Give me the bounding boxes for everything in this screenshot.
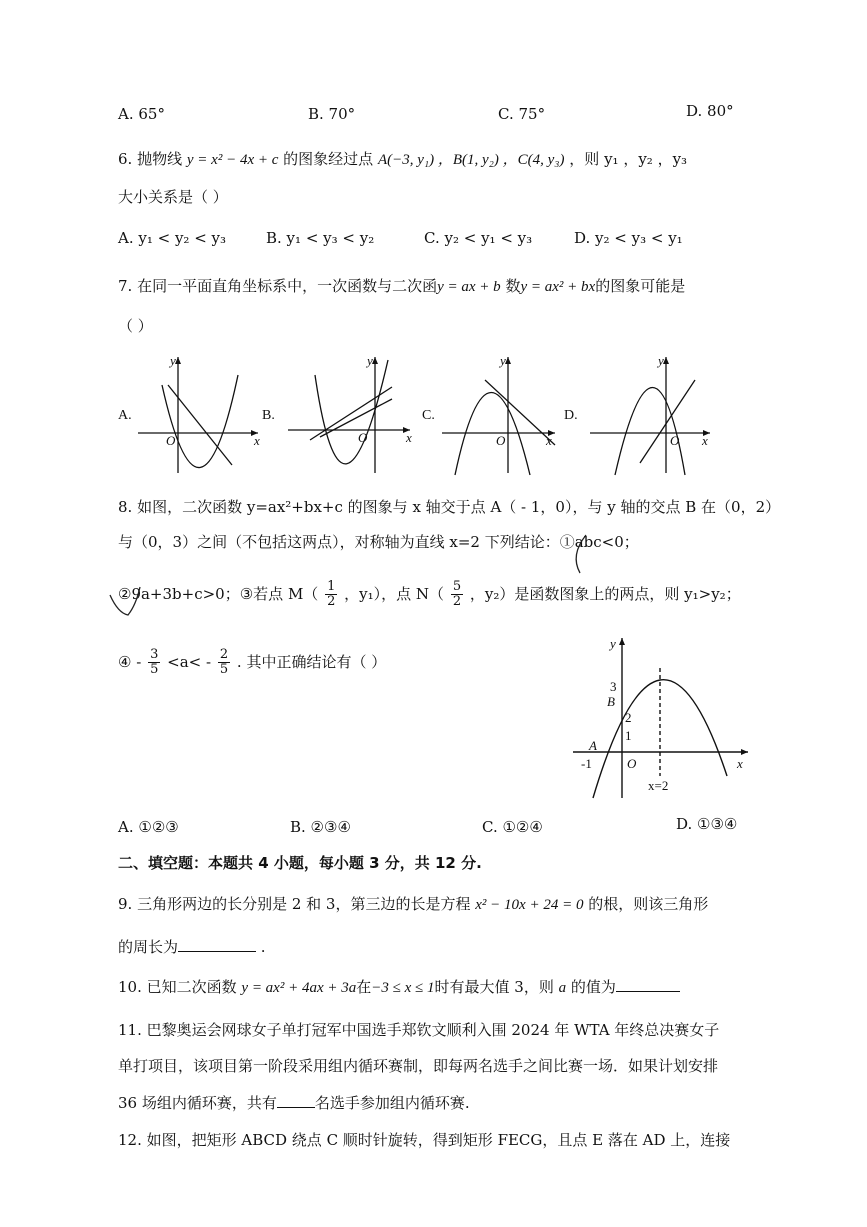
- q8-tick-neg1: -1: [581, 756, 592, 771]
- q11-line3-a: 36 场组内循环赛，共有: [118, 1094, 277, 1112]
- q7c-y-label: y: [500, 353, 506, 368]
- q8-line4-c: . 其中正确结论有（ ）: [236, 652, 387, 671]
- q8-fraction-n: $\frac{5}{2}$: [452, 579, 462, 610]
- q7-stem: [118, 275, 685, 296]
- q7-label-b: B.: [262, 408, 275, 423]
- q8-option-b: B. ②③④: [290, 818, 351, 836]
- q11-line3: [118, 1092, 470, 1113]
- q11-line2: 单打项目，该项目第一阶段采用组内循环赛制，即每两名选手之间比赛一场．如果计划安排: [118, 1057, 719, 1075]
- q8-x-label: x: [737, 756, 743, 771]
- q5-option-a: A. 65°: [118, 105, 165, 123]
- q8-option-c: C. ①②④: [482, 818, 543, 836]
- q7b-origin: O: [358, 430, 368, 445]
- q6-points: A(−3, y₁) ，B(1, y₂) ，C(4, y₃): [377, 152, 565, 168]
- q8-tick-2: 2: [625, 710, 632, 725]
- q7a-x-label: x: [254, 433, 260, 448]
- q6-option-c: C. y₂ < y₁ < y₃: [424, 229, 533, 247]
- q8-tick-1: 1: [625, 728, 632, 743]
- q7a-origin: O: [166, 433, 176, 448]
- q7-eq1: y = ax + b: [437, 279, 501, 295]
- q11-line3-b: 名选手参加组内循环赛.: [314, 1094, 470, 1112]
- q7d-y-label: y: [658, 353, 664, 368]
- q7c-origin: O: [496, 433, 506, 448]
- q8-line4: [118, 648, 386, 678]
- q10-text-d: 的值为: [570, 978, 616, 996]
- q11-answer-blank[interactable]: [277, 1093, 315, 1108]
- check-mark-1: [576, 535, 586, 573]
- q8-line2: 与（0，3）之间（不包括这两点），对称轴为直线 x=2 下列结论：①abc<0；: [118, 533, 639, 551]
- q7d-parabola: [615, 388, 685, 476]
- handwritten-marks: [100, 525, 620, 625]
- q8-tick-3: 3: [610, 679, 617, 694]
- q7-number: 7.: [118, 277, 133, 295]
- q6-option-b: B. y₁ < y₃ < y₂: [266, 229, 375, 247]
- q9-equation: x² − 10x + 24 = 0: [475, 897, 584, 913]
- q7-eq2: y = ax² + bx: [520, 279, 596, 295]
- q6-text-post: ，则 y₁ ，y₂ ，y₃: [569, 150, 688, 168]
- q8-option-a: A. ①②③: [118, 818, 179, 836]
- q8-origin: O: [627, 756, 637, 771]
- q7-text-c: 的图象可能是: [595, 277, 686, 295]
- q8-fraction-1: $\frac{3}{5}$: [150, 647, 159, 678]
- q6-text-pre: 抛物线: [137, 150, 183, 168]
- q8-line3-b: ，y₁），点 N（: [344, 584, 445, 603]
- q10-equation: y = ax² + 4ax + 3a: [241, 980, 357, 996]
- q7b-x-label: x: [406, 430, 412, 445]
- q9-text-b: 的根，则该三角形: [588, 895, 709, 913]
- check-mark-2: [110, 587, 140, 615]
- q5-option-c: C. 75°: [498, 105, 546, 123]
- q6-text-mid: 的图象经过点: [283, 150, 374, 168]
- q6-line2: 大小关系是（ ）: [118, 188, 228, 206]
- q7d-line: [640, 380, 695, 463]
- q9-line2-text: 的周长为: [118, 938, 179, 956]
- q10-variable: a: [558, 980, 567, 996]
- q9-answer-blank[interactable]: [178, 937, 256, 952]
- q10-text-a: 10. 已知二次函数: [118, 978, 237, 996]
- q8-fraction-m: $\frac{1}{2}$: [327, 579, 336, 610]
- q7-label-a: A.: [118, 408, 132, 423]
- q10-text-b: 在: [356, 978, 372, 996]
- q8-graph: [565, 628, 765, 803]
- q6-equation: y = x² − 4x + c: [186, 152, 279, 168]
- q8-line3-c: ，y₂）是函数图象上的两点，则 y₁>y₂；: [469, 584, 741, 603]
- q8-fraction-2: $\frac{2}{5}$: [219, 647, 229, 678]
- q8-option-d: D. ①③④: [676, 815, 738, 833]
- q12-line1: 12. 如图，把矩形 ABCD 绕点 C 顺时针旋转，得到矩形 FECG，且点 E 落在 AD 上，连接: [118, 1131, 731, 1149]
- q5-option-b: B. 70°: [308, 105, 356, 123]
- q8-point-b: B: [607, 694, 615, 709]
- q8-line1: 8. 如图，二次函数 y=ax²+bx+c 的图象与 x 轴交于点 A（ - 1，0），与 y 轴的交点 B 在（0，2）: [118, 498, 781, 516]
- q7d-x-label: x: [702, 433, 708, 448]
- q6-number: 6.: [118, 150, 133, 168]
- q9-line1: [118, 893, 708, 914]
- q8-y-label: y: [610, 636, 616, 651]
- q9-text-a: 9. 三角形两边的长分别是 2 和 3，第三边的长是方程: [118, 895, 471, 913]
- q7-label-d: D.: [564, 408, 578, 423]
- q7b-y-label: y: [367, 353, 373, 368]
- section-heading: 二、填空题：本题共 4 小题，每小题 3 分，共 12 分.: [118, 854, 482, 872]
- q10-text-c: 时有最大值 3，则: [434, 978, 554, 996]
- q10-answer-blank[interactable]: [616, 977, 680, 992]
- q8-point-a: A: [589, 738, 597, 753]
- q8-line3-a: ②9a+3b+c>0；③若点 M（: [118, 584, 319, 603]
- q10-line: [118, 976, 680, 997]
- q7-graphs: [110, 345, 730, 480]
- q7b-parabola: [315, 360, 388, 464]
- q10-range: −3 ≤ x ≤ 1: [371, 980, 435, 996]
- q7-label-c: C.: [422, 408, 435, 423]
- q9-line2: 的周长为 .: [118, 938, 266, 956]
- q7c-parabola: [455, 393, 530, 476]
- q8-symmetry-label: x=2: [648, 778, 669, 793]
- q7-text-b: 数: [505, 277, 521, 295]
- q5-option-d: D. 80°: [686, 102, 734, 120]
- q7d-origin: O: [670, 433, 680, 448]
- q8-line4-b: <a< -: [167, 652, 212, 671]
- q11-line1: 11. 巴黎奥运会网球女子单打冠军中国选手郑钦文顺利入围 2024 年 WTA 年终总决赛女子: [118, 1021, 720, 1039]
- q7-text-a: 在同一平面直角坐标系中，一次函数与二次函: [137, 277, 438, 295]
- q8-line4-a: ④ -: [118, 652, 142, 671]
- q6-stem: [118, 148, 687, 169]
- q6-option-a: A. y₁ < y₂ < y₃: [118, 229, 227, 247]
- q7-paren: （ ）: [118, 317, 153, 335]
- q7b-line2: [320, 399, 392, 437]
- q6-option-d: D. y₂ < y₃ < y₁: [574, 229, 683, 247]
- q7c-x-label: x: [546, 433, 552, 448]
- q7a-parabola: [162, 375, 238, 468]
- q7a-y-label: y: [170, 353, 176, 368]
